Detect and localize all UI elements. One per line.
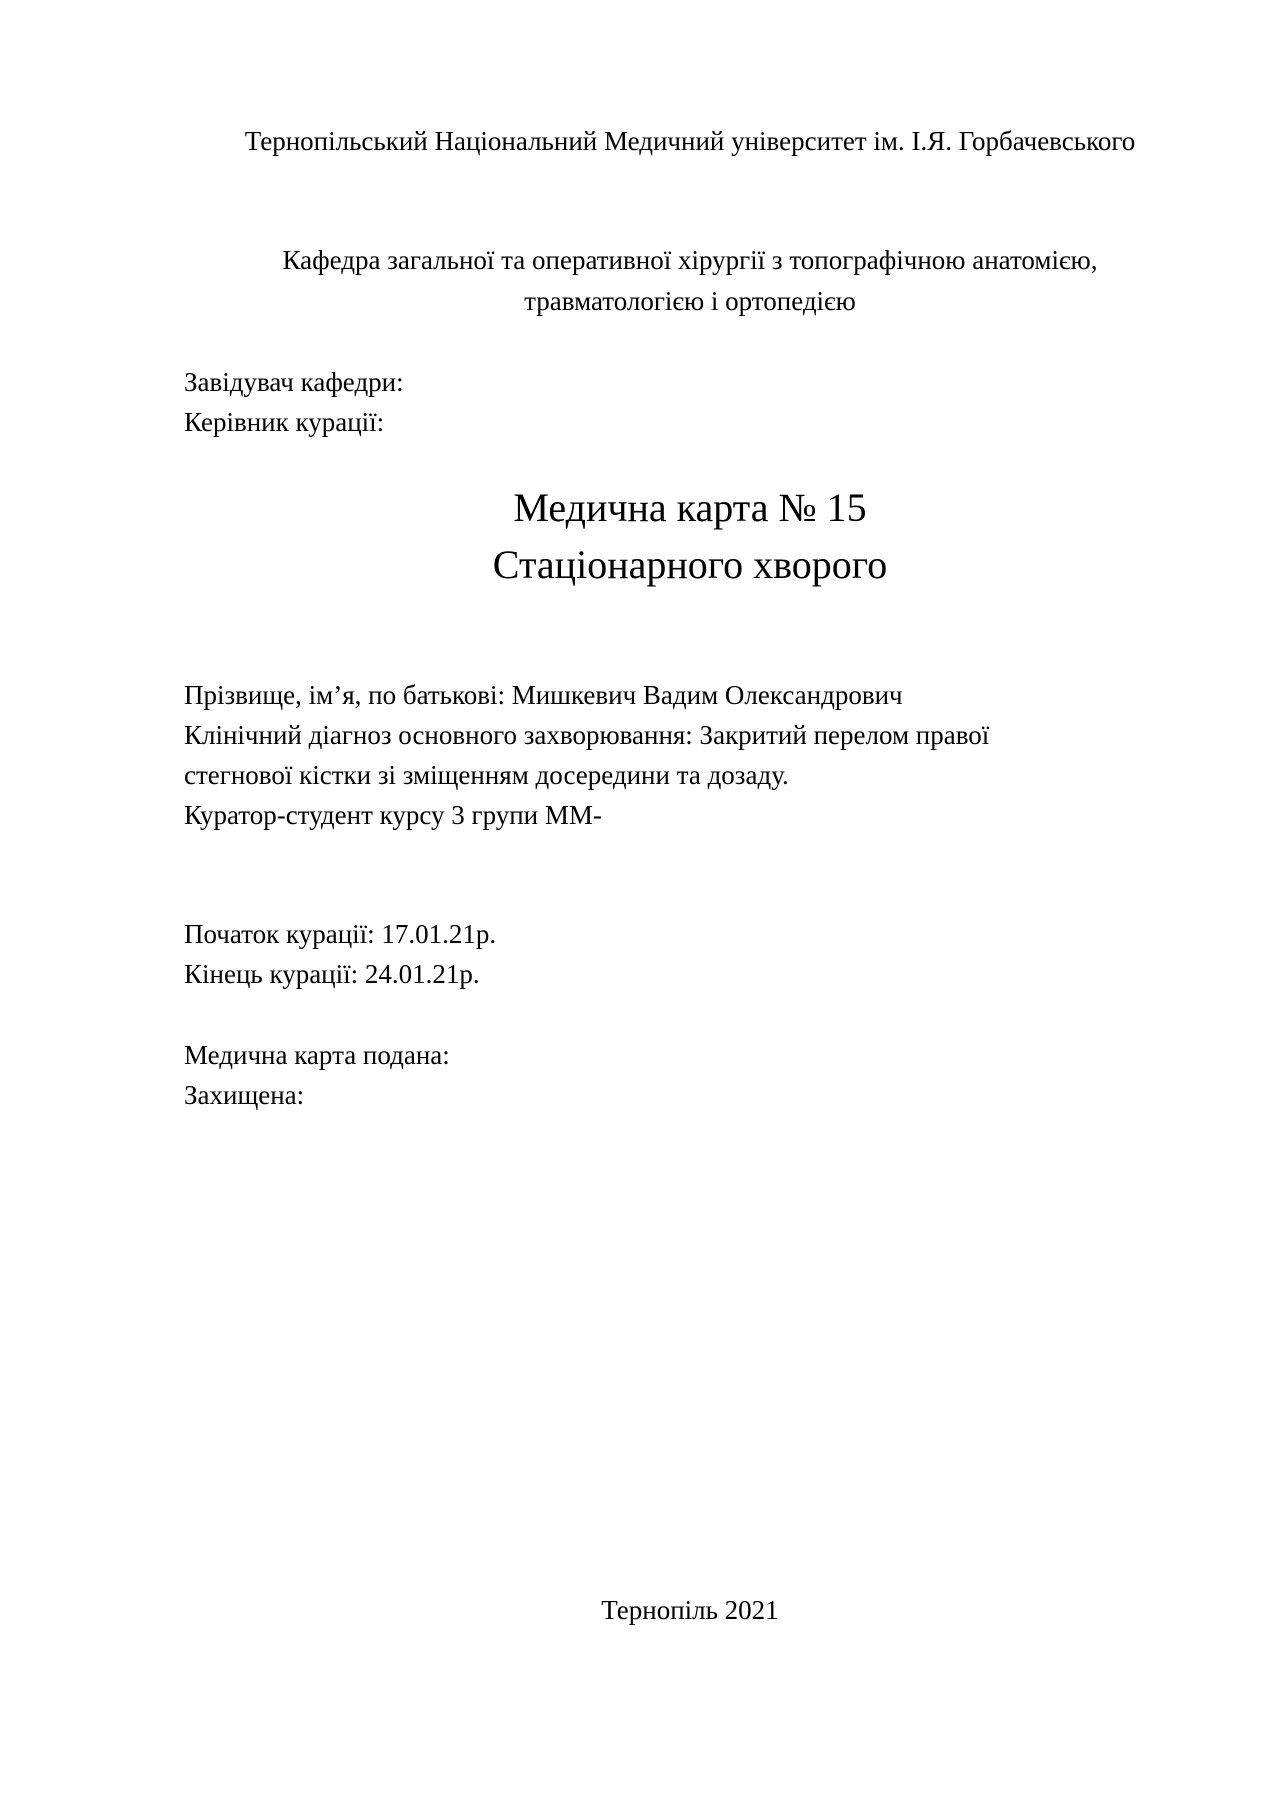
patient-name-line: Прізвище, ім’я, по батькові: Мишкевич Вадим Олександрович	[184, 680, 903, 710]
footer-city-year: Тернопіль 2021	[601, 1595, 779, 1625]
curation-supervisor-label: Керівник курації:	[184, 407, 385, 437]
submitted-label: Медична карта подана:	[184, 1040, 450, 1070]
defended-label: Захищена:	[184, 1080, 305, 1110]
curation-end-line: Кінець курації: 24.01.21р.	[184, 959, 480, 989]
head-of-department-label: Завідувач кафедри:	[184, 367, 404, 397]
diagnosis-line-2: стегнової кістки зі зміщенням досередини та дозаду.	[184, 760, 789, 790]
department-name-line-1: Кафедра загальної та оперативної хірургії з топографічною анатомією,	[282, 245, 1098, 275]
department-name-line-2: травматологією і ортопедією	[524, 286, 856, 316]
university-name: Тернопільський Національний Медичний університет ім. І.Я. Горбачевського	[244, 126, 1136, 156]
document-title-line-1: Медична карта № 15	[513, 485, 867, 530]
document-title-line-2: Стаціонарного хворого	[492, 542, 888, 587]
curator-student-line: Куратор-студент курсу 3 групи ММ-	[184, 800, 602, 830]
diagnosis-line-1: Клінічний діагноз основного захворювання: Закритий перелом правої	[184, 720, 990, 750]
curation-start-line: Початок курації: 17.01.21р.	[184, 919, 497, 949]
